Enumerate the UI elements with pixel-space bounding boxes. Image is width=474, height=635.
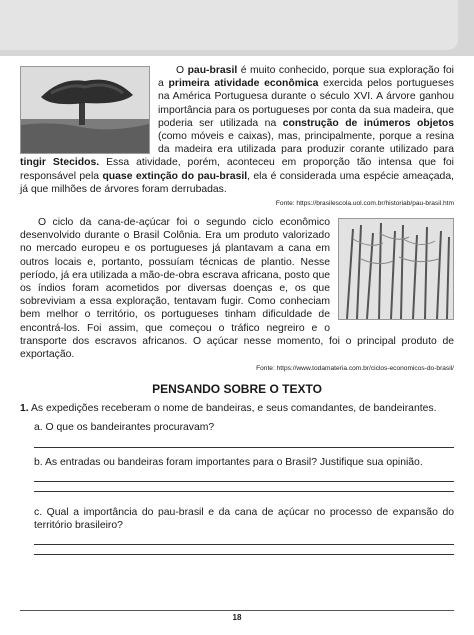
answer-line-1c-2[interactable] <box>34 554 454 555</box>
sugarcane-image <box>338 218 454 320</box>
bold-text-run: primeira atividade econômica <box>168 78 319 90</box>
text-run: é muito conhecido, porque sua exploração foi a <box>158 65 454 90</box>
answer-line-1a-1[interactable] <box>34 447 454 448</box>
pau-brasil-tree-image <box>20 66 150 154</box>
section-title: PENSANDO SOBRE O TEXTO <box>152 382 322 397</box>
source-brasilescola: Fonte: https://brasilescola.uol.com.br/historiab/pau-brasil.htm <box>275 200 454 208</box>
header-band <box>0 0 474 56</box>
text-run: (como móveis e caixas), mas, principalmente, porque a resina da madeira era utilizada para produzir corante utilizado para <box>158 131 454 156</box>
tree-illustration <box>21 67 149 153</box>
paragraph-cana-de-acucar: O ciclo da cana-de-açúcar foi o segundo ciclo econômico desenvolvido durante o Brasil Colônia. Era um produto valorizado no mercado europeu e os portugueses já plantavam a cana em outros locais e, portanto, possuíam técnicas de plantio. Nesse período, já era utilizada a mão-de-obra escrava africana, posto que os índios foram acometidos por diversas doenças e, os que sobreviviam a essa exploração, tentavam fugir. Como conheciam bem melhor o território, os portugueses tinham dificuldade de encontrá-los. Foi assim, que começou o tráfico negreiro e o transporte dos escravos africanos. O açúcar nesse momento, foi o principal produto de exportação. <box>20 217 454 361</box>
bold-text-run: pau-brasil <box>187 65 238 76</box>
question-1b: b. As entradas ou bandeiras foram importantes para o Brasil? Justifique sua opinião. <box>34 456 423 468</box>
bold-text-run: quase extinção do pau-brasil <box>102 170 248 182</box>
question-1a: a. O que os bandeirantes procuravam? <box>34 422 215 434</box>
answer-line-1b-2[interactable] <box>34 491 454 492</box>
source-todamateria: Fonte: https://www.todamateria.com.br/ciclos-economicos-do-brasil/ <box>256 365 454 373</box>
page-number: 18 <box>232 613 242 622</box>
text-run: Essa atividade, porém, aconteceu em proporção tão intensa que foi responsável pela <box>20 157 454 182</box>
footer-rule <box>20 610 454 611</box>
page-content <box>20 64 454 555</box>
bold-text-run: tingir Stecidos. <box>20 157 100 169</box>
text-run: , ela é considerada uma espécie ameaçada, já que milhões de árvores foram derrubadas. <box>20 170 454 195</box>
question-1 <box>20 402 454 415</box>
sugarcane-illustration <box>339 219 453 319</box>
answer-line-1c-1[interactable] <box>34 544 454 545</box>
question-1-text: As expedições receberam o nome de bandeiras, e seus comandantes, de bandeirantes. <box>28 403 437 415</box>
answer-line-1b-1[interactable] <box>34 481 454 482</box>
text-run: O <box>176 65 188 76</box>
text-run: exercida pelos portugueses na América Portuguesa durante o século XVI. A árvore ganhou importância para os portugueses por conta da sua madeira, que poderia ser utilizada na <box>158 78 454 129</box>
question-1c: c. Qual a importância do pau-brasil e da cana de açúcar no processo de expansão do território brasileiro? <box>34 506 454 532</box>
header-band-inner <box>0 0 458 50</box>
bold-text-run: construção de inúmeros objetos <box>282 117 454 129</box>
question-1-number: 1. <box>20 403 29 415</box>
